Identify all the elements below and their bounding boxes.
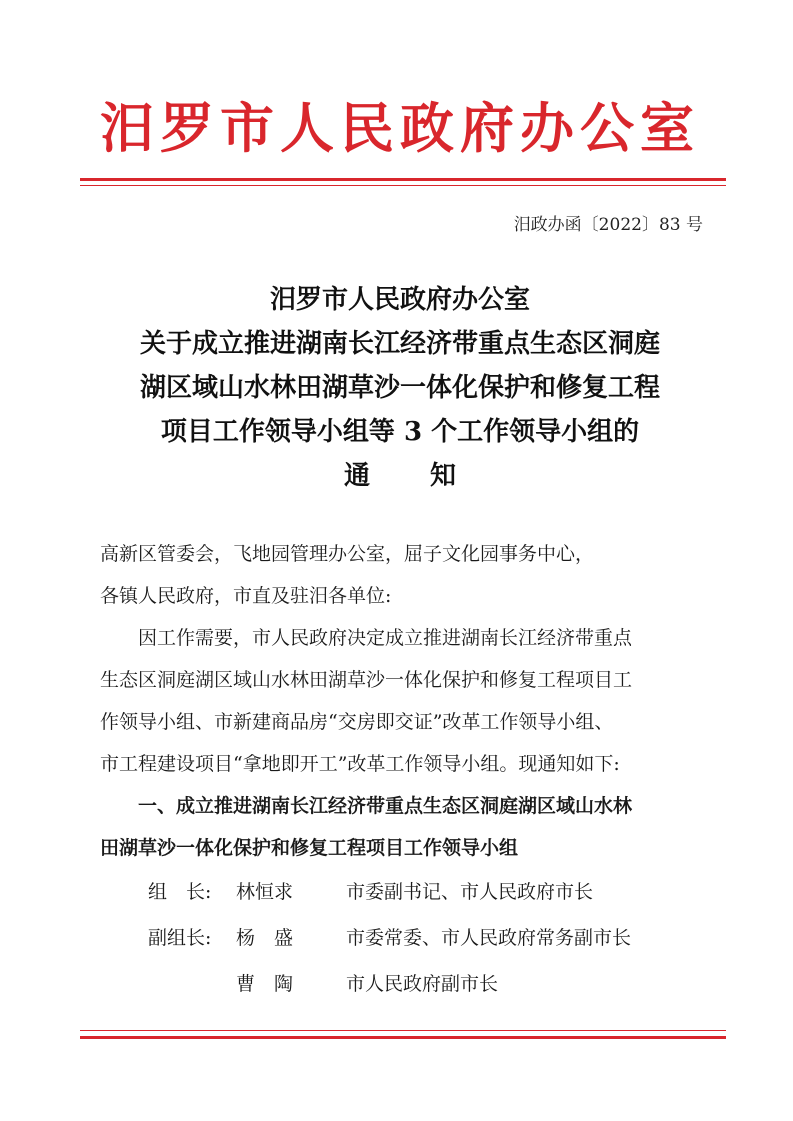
document-body xyxy=(100,533,720,1007)
member-position: 市委常委、市人民政府常务副市长 xyxy=(346,927,632,949)
document-number: 汨政办函〔2022〕83 号 xyxy=(513,215,703,235)
member-role xyxy=(100,961,236,1007)
recipients-line: 高新区管委会，飞地园管理办公室，屈子文化园事务中心， xyxy=(100,543,595,565)
title-line: 关于成立推进湖南长江经济带重点生态区洞庭 xyxy=(139,329,660,359)
section-heading: 一、成立推进湖南长江经济带重点生态区洞庭湖区域山水林 xyxy=(138,795,633,817)
member-position: 市人民政府副市长 xyxy=(346,973,499,995)
intro-line: 作领导小组、市新建商品房“交房即交证”改革工作领导小组、 xyxy=(100,711,614,733)
member-name: 曹 陶 xyxy=(236,973,294,995)
recipients-line: 各镇人民政府，市直及驻汨各单位: xyxy=(100,585,392,607)
member-row xyxy=(100,869,720,915)
issuing-office-header: 汨罗市人民政府办公室 xyxy=(100,97,700,160)
title-line: 汨罗市人民政府办公室 xyxy=(269,285,530,315)
footer-red-rule-thin xyxy=(80,1030,726,1031)
notice-word: 通知 xyxy=(343,461,516,491)
document-title xyxy=(60,278,740,498)
member-row xyxy=(100,915,720,961)
header-red-rule-thin xyxy=(80,185,726,186)
member-position: 市委副书记、市人民政府市长 xyxy=(346,881,594,903)
member-name: 杨 盛 xyxy=(236,927,294,949)
section-heading: 田湖草沙一体化保护和修复工程项目工作领导小组 xyxy=(100,837,519,859)
header-red-rule-thick xyxy=(80,178,726,181)
footer-red-rule-thick xyxy=(80,1036,726,1039)
member-row xyxy=(100,961,720,1007)
intro-line: 生态区洞庭湖区域山水林田湖草沙一体化保护和修复工程项目工 xyxy=(100,669,633,691)
intro-line: 因工作需要，市人民政府决定成立推进湖南长江经济带重点 xyxy=(138,627,633,649)
member-name: 林恒求 xyxy=(236,881,294,903)
title-line: 项目工作领导小组等 3 个工作领导小组的 xyxy=(160,417,640,447)
member-role: 副组长: xyxy=(148,927,212,949)
intro-line: 市工程建设项目“拿地即开工”改革工作领导小组。现通知如下: xyxy=(100,753,620,775)
title-line: 湖区域山水林田湖草沙一体化保护和修复工程 xyxy=(139,373,660,403)
member-role: 组 长: xyxy=(148,881,212,903)
